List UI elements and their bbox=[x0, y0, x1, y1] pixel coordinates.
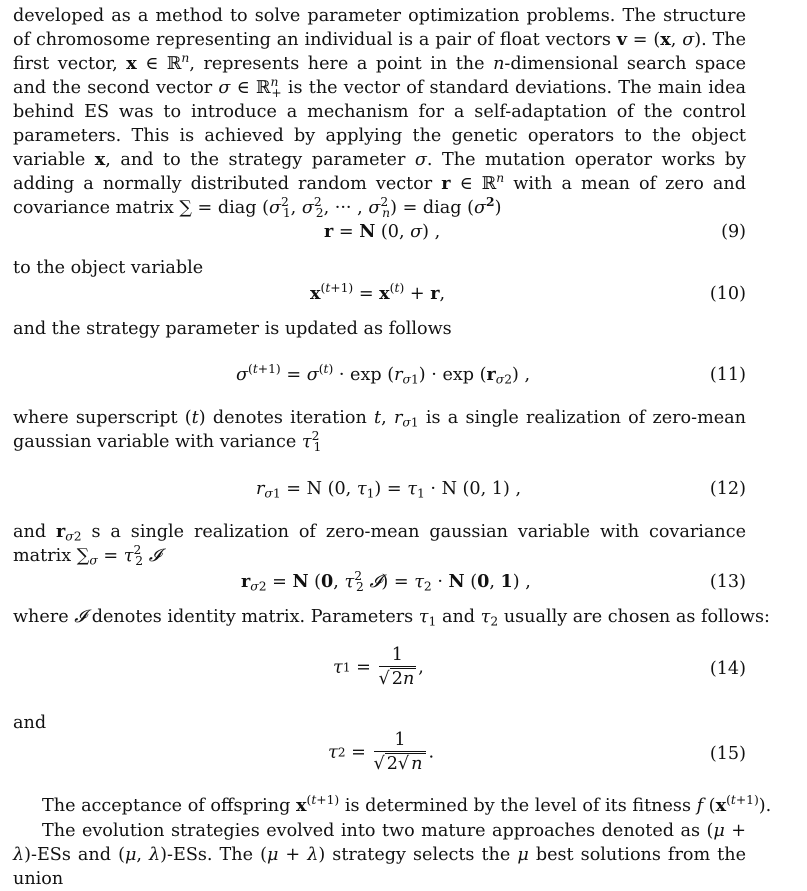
equation-11-formula: $\sigma^{(t+1)} = \sigma^{(t)} \cdot \exp (r_{\sigma 1}) \cdot \exp (r_{\sigma 2})$ , bbox=[236, 362, 531, 387]
paragraph-intro: developed as a method to solve parameter optimization problems. The structure of chromosome representing an individual is a pair of float vectors v = (x, σ). The first vector, x ∈ ℝ$^n$, represents here a point in the n-dimensional search space and the second vector σ ∈ ℝ$^n_+$ is the vector of standard deviations. The main idea behind ES was to introduce a mechanism for a self-adaptation of the control parameters. This is achieved by applying the genetic operators to the object variable x, and to the strategy parameter σ. The mutation operator works by adding a normally distributed random vector r ∈ ℝ$^n$ with a mean of zero and covariance matrix ∑ = diag ($\sigma^2_1$, $\sigma^2_2$, ··· , $\sigma^2_n$) = diag $(\sigma^2)$ bbox=[13, 6, 746, 220]
equation-14-formula: τ1 = $\frac{1}{√ 2n}$ , bbox=[333, 645, 424, 689]
equation-10 bbox=[13, 281, 746, 311]
equation-13-formula: $r_{\sigma 2} = N$ (0, $\tau^2_2$ 𝓘) = $\tau_2 \cdot N$ (0, 1) , bbox=[241, 569, 531, 594]
text-object-variable: to the object variable bbox=[13, 258, 204, 278]
paragraph-evolution: The evolution strategies evolved into two mature approaches denoted as (μ + λ)-ESs and (μ, λ)-ESs. The (μ + λ) strategy selects the μ best solutions from the union bbox=[13, 821, 746, 889]
equation-14-number: (14) bbox=[709, 659, 746, 679]
equation-9-formula: r = N (0, σ) , bbox=[324, 221, 441, 242]
equation-11 bbox=[13, 362, 746, 392]
equation-9-number: (9) bbox=[721, 222, 746, 242]
equation-13 bbox=[13, 569, 746, 599]
paragraph-acceptance: The acceptance of offspring $x^{(t+1)}$ is determined by the level of its fitness f $(x^{(t+1)})$. bbox=[42, 793, 772, 816]
equation-11-number: (11) bbox=[709, 365, 746, 385]
paragraph-and-r-sigma2: and $r_{\sigma 2}$ s a single realization of zero-mean gaussian variable with covariance matrix $\sum_\sigma = \tau^2_2$ 𝓘 bbox=[13, 521, 746, 568]
equation-9 bbox=[13, 219, 746, 249]
paragraph-where: where superscript (t) denotes iteration t, $r_{\sigma 1}$ is a single realization of zero-mean gaussian variable with variance $\tau^2_1$ bbox=[13, 408, 747, 454]
equation-12-number: (12) bbox=[709, 479, 746, 499]
equation-15-number: (15) bbox=[709, 744, 746, 764]
equation-10-number: (10) bbox=[709, 284, 746, 304]
equation-12-formula: $r_{\sigma 1} = N$ (0, $\tau_1) = \tau_1 \cdot N$ (0, 1) , bbox=[256, 479, 522, 501]
equation-15-formula: τ2 = $\frac{1}{√ 2√ n}$ . bbox=[328, 730, 435, 774]
equation-15 bbox=[13, 729, 746, 785]
equation-13-number: (13) bbox=[709, 572, 746, 592]
equation-10-formula: $x^{(t+1)} = x^{(t)} + r$, bbox=[310, 281, 446, 304]
equation-12 bbox=[13, 476, 746, 506]
equation-14 bbox=[13, 644, 746, 700]
text-and: and bbox=[13, 713, 47, 733]
paragraph-identity: where 𝓘 denotes identity matrix. Parameters $\tau_1$ and $\tau_2$ usually are chosen as follows: bbox=[13, 607, 770, 629]
text-strategy-update: and the strategy parameter is updated as follows bbox=[13, 319, 452, 339]
